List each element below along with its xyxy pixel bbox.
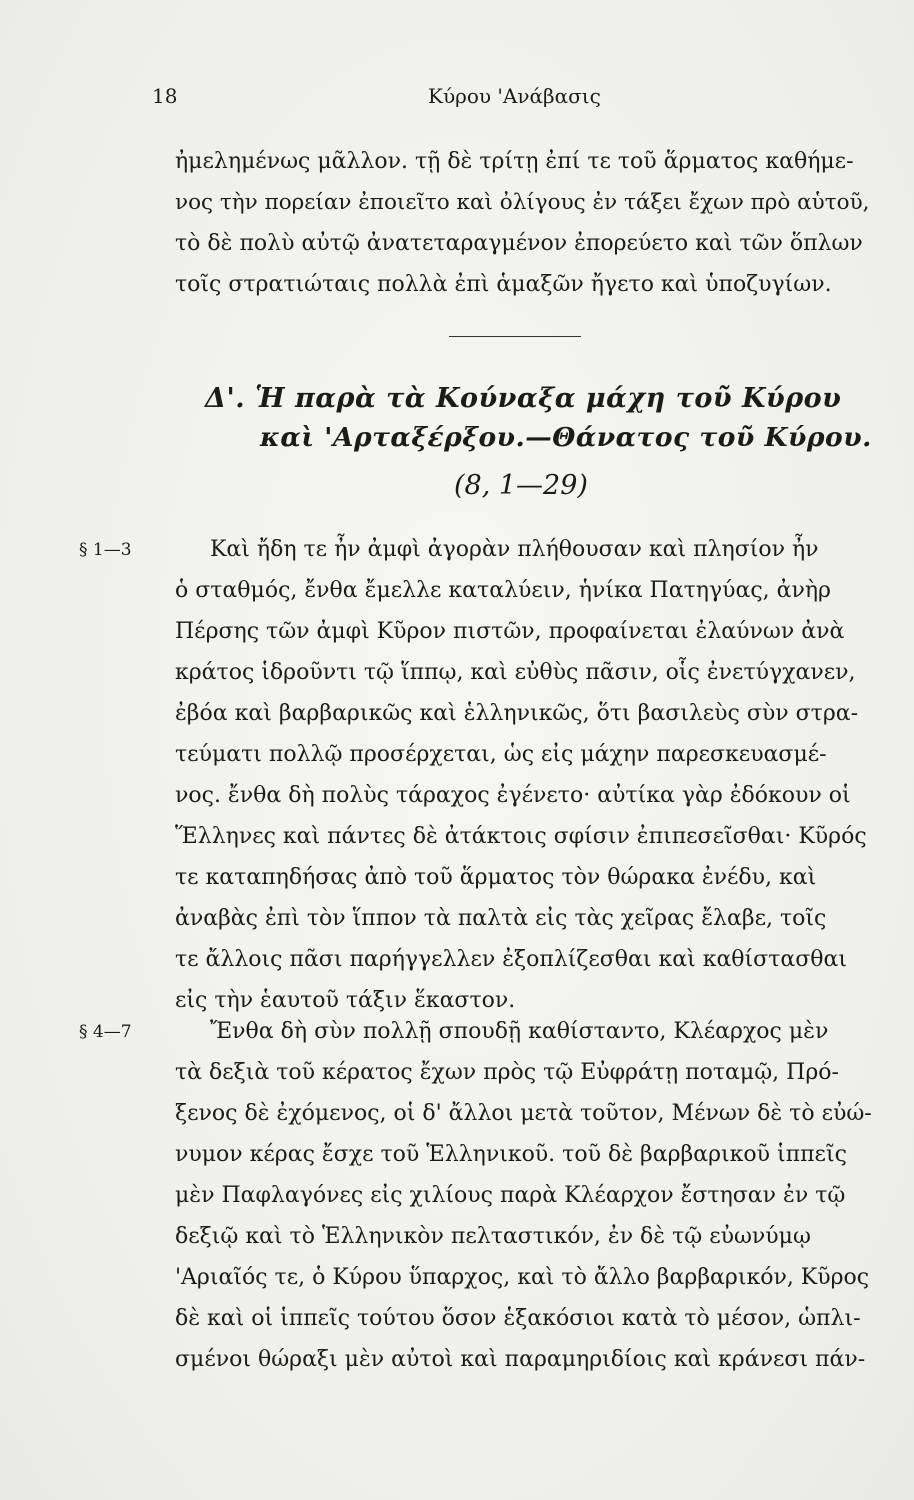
text-line: ἠμελημένως μᾶλλον. τῇ δὲ τρίτῃ ἐπί τε τοῦ ἅρματος καθήμε- — [175, 149, 854, 174]
text-line: Πέρσης τῶν ἀμφὶ Κῦρον πιστῶν, προφαίνεται ἐλαύνων ἀνὰ — [175, 619, 845, 644]
text-line: τε ἄλλοις πᾶσι παρήγγελλεν ἐξοπλίζεσθαι καὶ καθίστασθαι — [175, 947, 847, 972]
text-line: Ἔνθα δὴ σὺν πολλῇ σπουδῇ καθίσταντο, Κλέαρχος μὲν — [210, 1019, 829, 1044]
text-line: δεξιῷ καὶ τὸ Ἑλληνικὸν πελταστικόν, ἐν δὲ τῷ εὐωνύμῳ — [175, 1224, 811, 1249]
page-header — [148, 84, 868, 114]
text-line: νος. ἔνθα δὴ πολὺς τάραχος ἐγένετο· αὐτίκα γὰρ ἐδόκουν οἱ — [175, 783, 851, 808]
text-line: τὰ δεξιὰ τοῦ κέρατος ἔχων πρὸς τῷ Εὐφράτῃ ποταμῷ, Πρό- — [175, 1060, 839, 1085]
text-line: σμένοι θώραξι μὲν αὐτοὶ καὶ παραμηριδίοις καὶ κράνεσι πάν- — [175, 1347, 866, 1372]
text-line: τεύματι πολλῷ προσέρχεται, ὡς εἰς μάχην παρεσκευασμέ- — [175, 742, 827, 767]
text-line: ξενος δὲ ἐχόμενος, οἱ δ' ἄλλοι μετὰ τοῦτον, Μένων δὲ τὸ εὐώ- — [175, 1101, 872, 1126]
text-line: ὁ σταθμός, ἔνθα ἔμελλε καταλύειν, ἡνίκα Πατηγύας, ἀνὴρ — [175, 578, 831, 603]
text-line: νυμον κέρας ἔσχε τοῦ Ἑλληνικοῦ. τοῦ δὲ βαρβαρικοῦ ἱππεῖς — [175, 1142, 847, 1167]
text-line: ἐβόα καὶ βαρβαρικῶς καὶ ἑλληνικῶς, ὅτι βασιλεὺς σὺν στρα- — [175, 701, 859, 726]
section-divider — [449, 336, 581, 337]
text-line: κράτος ἱδροῦντι τῷ ἵππῳ, καὶ εὐθὺς πᾶσιν, οἷς ἐνετύγχανεν, — [175, 660, 856, 685]
running-title: Κύρου 'Ανάβασις — [428, 84, 601, 108]
text-line: εἰς τὴν ἑαυτοῦ τάξιν ἕκαστον. — [175, 988, 516, 1013]
text-line: τοῖς στρατιώταις πολλὰ ἐπὶ ἁμαξῶν ἤγετο καὶ ὑποζυγίων. — [175, 272, 832, 297]
page-number: 18 — [152, 84, 178, 108]
section-marker: § 1—3 — [79, 540, 132, 560]
chapter-reference-range: (8, 1—29) — [454, 470, 588, 501]
chapter-title-line2: καὶ 'Αρταξέρξου.—Θάνατος τοῦ Κύρου. — [260, 422, 872, 453]
text-line: δὲ καὶ οἱ ἱππεῖς τούτου ὅσον ἑξακόσιοι κατὰ τὸ μέσον, ὡπλι- — [175, 1306, 861, 1331]
text-line: Καὶ ἤδη τε ἦν ἀμφὶ ἀγορὰν πλήθουσαν καὶ πλησίον ἦν — [210, 537, 819, 562]
text-line: νος τὴν πορείαν ἐποιεῖτο καὶ ὀλίγους ἐν τάξει ἔχων πρὸ αὑτοῦ, — [175, 190, 870, 215]
text-line: Ἕλληνες καὶ πάντες δὲ ἀτάκτοις σφίσιν ἐπιπεσεῖσθαι· Κῦρός — [175, 824, 867, 849]
text-line: 'Αριαῖός τε, ὁ Κύρου ὕπαρχος, καὶ τὸ ἄλλο βαρβαρικόν, Κῦρος — [175, 1265, 870, 1290]
section-marker: § 4—7 — [79, 1022, 132, 1042]
text-line: τε καταπηδήσας ἀπὸ τοῦ ἅρματος τὸν θώρακα ἐνέδυ, καὶ — [175, 865, 817, 890]
chapter-title-line1: Δ'. Ἡ παρὰ τὰ Κούναξα μάχη τοῦ Κύρου — [205, 383, 842, 414]
text-line: τὸ δὲ πολὺ αὐτῷ ἀνατεταραγμένον ἐπορεύετο καὶ τῶν ὅπλων — [175, 231, 863, 256]
text-line: ἀναβὰς ἐπὶ τὸν ἵππον τὰ παλτὰ εἰς τὰς χεῖρας ἔλαβε, τοῖς — [175, 906, 827, 931]
text-line: μὲν Παφλαγόνες εἰς χιλίους παρὰ Κλέαρχον ἔστησαν ἐν τῷ — [175, 1183, 846, 1208]
